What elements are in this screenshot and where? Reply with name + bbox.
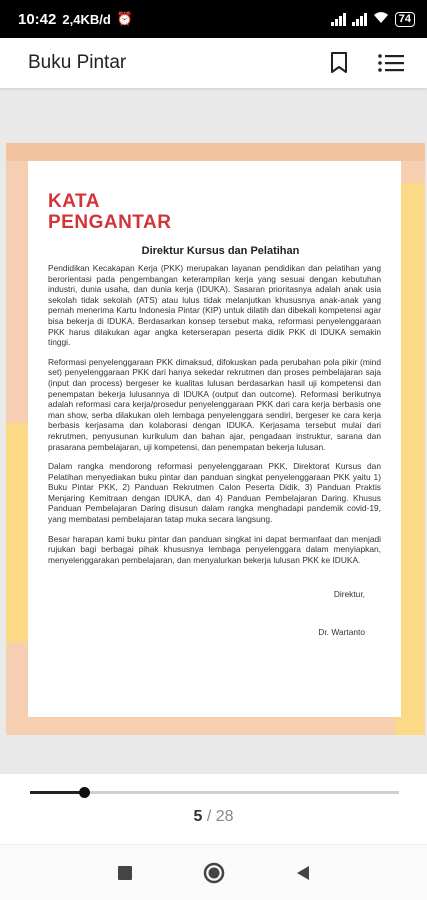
back-button[interactable]	[288, 858, 318, 888]
page-separator: /	[202, 808, 216, 825]
bookmark-icon	[330, 52, 348, 74]
recents-button[interactable]	[110, 858, 140, 888]
paragraph: Dalam rangka mendorong reformasi penyelenggaraan PKK, Direktorat Kursus dan Pelatihan menyediakan buku pintar dan panduan singkat penyelenggaraan PKK yaitu 1) Buku Pintar PKK, 2) Panduan Rekrutmen Calon Peserta Didik, 3) Panduan Praktis Menjaring Kemitraan dengan IDUKA, dan 4) Panduan Pembelajaran Daring. Khusus Panduan Pembelajaran Daring disusun dalam rangka menghadapi pandemik covid-19, yang membatasi pembelajaran tatap muka secara langsung.	[48, 461, 381, 525]
alarm-icon: ⏰	[116, 11, 133, 26]
page-heading-line2: PENGANTAR	[48, 212, 172, 233]
navigation-bar	[0, 844, 427, 900]
battery-level: 74	[398, 12, 411, 25]
document-page[interactable]	[6, 143, 425, 735]
current-page: 5	[193, 808, 203, 825]
triangle-back-icon	[296, 865, 310, 881]
signal-icon-2	[352, 13, 367, 26]
paragraph: Pendidikan Kecakapan Kerja (PKK) merupakan layanan pendidikan dan pelatihan yang berorientasi pada pengembangan keterampilan kerja yang sesuai dengan kebutuhan industri, dunia usaha, dan dunia kerja (IDUKA). Sasaran prioritasnya adalah anak usia sekolah tidak sekolah (ATS) atau lulus tidak melanjutkan khususnya anak-anak yang pernah menerima Kartu Indonesia Pintar (KIP) untuk dilatih dan dibekali kompetensi agar bisa bekerja di IDUKA. Berdasarkan konsep tersebut maka, reformasi penyelenggaraan PKK harus dilakukan agar angka keterserapan peserta didik PKK di IDUKA semakin tinggi.	[48, 263, 381, 348]
page-heading	[48, 191, 381, 233]
page-slider[interactable]	[30, 791, 399, 794]
status-bar	[0, 0, 427, 38]
square-icon	[118, 866, 132, 880]
page-decoration-top	[6, 143, 425, 161]
signature-title: Direktur,	[333, 589, 365, 600]
app-bar	[0, 38, 427, 88]
app-title: Buku Pintar	[28, 52, 127, 73]
paragraph: Besar harapan kami buku pintar dan panduan singkat ini dapat bermanfaat dan menjadi rujukan bagi berbagai pihak khususnya lembaga penyelenggara dalam menyiapkan, menyelenggarakan pembelajaran, dan menyalurkan bekerja lulusan PKK ke IDUKA.	[48, 533, 381, 565]
signature-name: Dr. Wartanto	[318, 627, 365, 638]
page-slider-fill	[30, 791, 85, 794]
document-viewer[interactable]	[0, 88, 427, 774]
table-of-contents-button[interactable]	[375, 47, 407, 79]
paragraph: Reformasi penyelenggaraan PKK dimaksud, difokuskan pada perubahan pola pikir (mind set) penyelenggaraan PKK dari hanya sekedar rekrutmen dan proses pembelajaran saja (input dan process) bergeser ke kualitas lulusan berdasarkan hasil uji kompetensi dan penempatan bekerja lulusannya di IDUKA (output dan outcome). Reformasi berikutnya adalah reformasi cara kerja/prosedur penyelenggaraan PKK dari cara kerja berbasis one man show, serba dilakukan oleh lembaga penyelenggara sendiri, bergeser ke cara kerja berbasis kerjasama dan kolaborasi dengan IDUKA. Kerjasama tersebut mulai dari rekrutmen, penyusunan kurikulum dan bahan ajar, pengadaan instruktur, sarana dan prasarana pembelajaran, uji kompetensi, dan penempatan bekerja lulusan.	[48, 356, 381, 452]
list-icon	[378, 53, 404, 73]
bookmark-button[interactable]	[323, 47, 355, 79]
page-subheading: Direktur Kursus dan Pelatihan	[141, 245, 300, 257]
circle-icon	[203, 862, 225, 884]
page-sheet	[28, 161, 401, 717]
signal-icon	[331, 13, 346, 26]
page-controls	[0, 774, 427, 844]
page-heading-line1: KATA	[48, 191, 100, 212]
battery-icon	[395, 12, 415, 27]
total-pages: 28	[215, 808, 234, 825]
page-slider-thumb[interactable]	[79, 787, 90, 798]
status-time: 10:42	[18, 10, 57, 28]
status-net-speed: 2,4KB/d	[62, 11, 111, 27]
home-button[interactable]	[199, 858, 229, 888]
page-decoration-left	[6, 423, 30, 643]
wifi-icon	[373, 11, 389, 27]
page-indicator	[0, 808, 427, 826]
